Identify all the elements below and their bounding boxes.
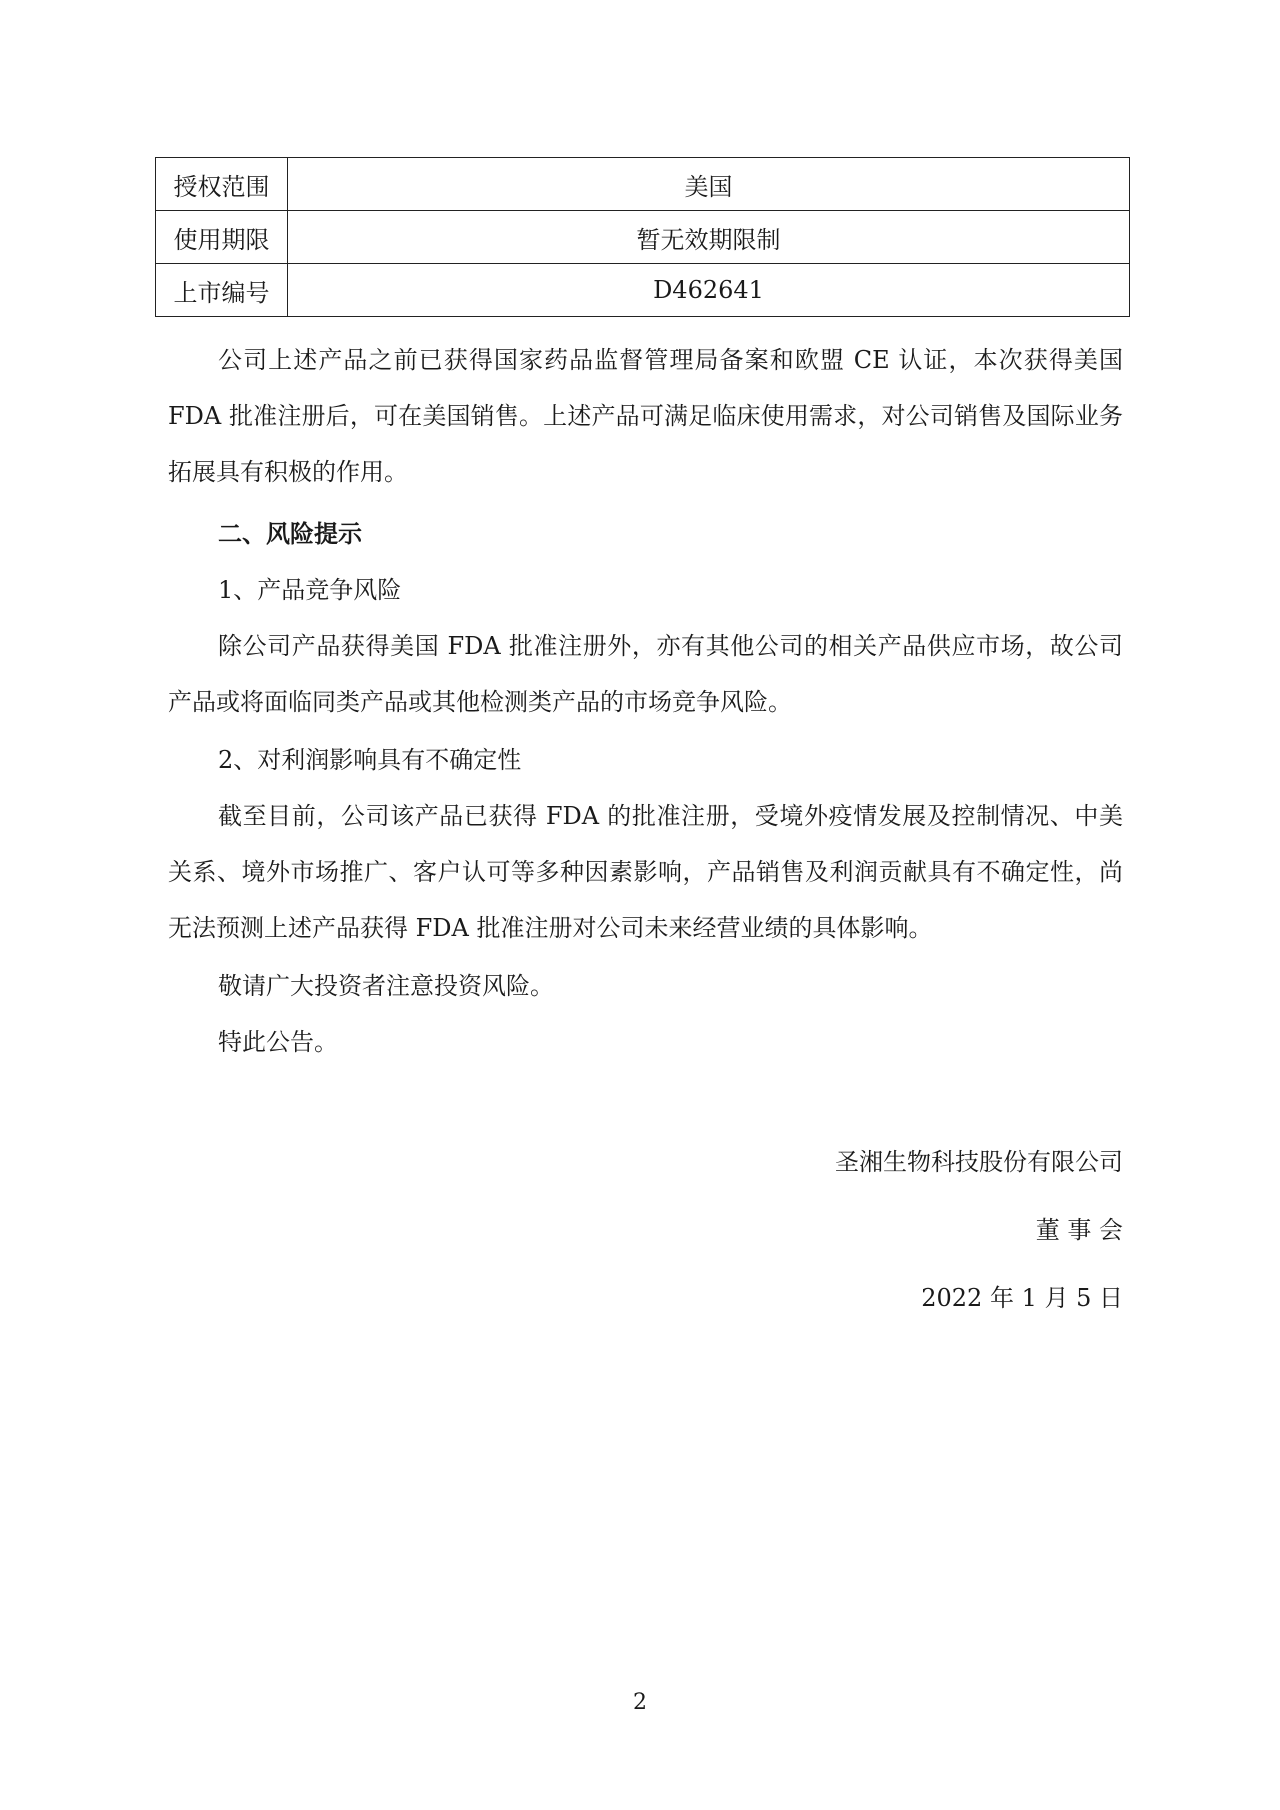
table-label-cell: 授权范围: [156, 158, 288, 211]
product-info-table: [155, 157, 1130, 317]
board-name: 董 事 会: [1035, 1216, 1123, 1244]
table-value-cell: D462641: [288, 264, 1130, 317]
table-label-cell: 使用期限: [156, 211, 288, 264]
table-row: [156, 211, 1130, 264]
table-value-cell: 美国: [288, 158, 1130, 211]
intro-paragraph: 公司上述产品之前已获得国家药品监督管理局备案和欧盟 CE 认证，本次获得美国 FDA 批准注册后，可在美国销售。上述产品可满足临床使用需求，对公司销售及国际业务拓展具有积极的作用。: [168, 346, 1123, 486]
table-value-cell: 暂无效期限制: [288, 211, 1130, 264]
risk2-heading: 2、对利润影响具有不确定性: [218, 746, 522, 774]
closing-text: 特此公告。: [218, 1028, 338, 1056]
risk1-paragraph: 除公司产品获得美国 FDA 批准注册外，亦有其他公司的相关产品供应市场，故公司产品或将面临同类产品或其他检测类产品的市场竞争风险。: [168, 632, 1123, 716]
risk1-heading: 1、产品竞争风险: [218, 576, 402, 604]
table-row: [156, 158, 1130, 211]
announcement-date: 2022 年 1 月 5 日: [921, 1284, 1123, 1312]
section-heading: 二、风险提示: [218, 519, 362, 548]
table-label-cell: 上市编号: [156, 264, 288, 317]
reminder-text: 敬请广大投资者注意投资风险。: [218, 972, 554, 1000]
risk2-paragraph: 截至目前，公司该产品已获得 FDA 的批准注册，受境外疫情发展及控制情况、中美关系、境外市场推广、客户认可等多种因素影响，产品销售及利润贡献具有不确定性，尚无法预测上述产品获得 FDA 批准注册对公司未来经营业绩的具体影响。: [168, 802, 1123, 942]
page-number: 2: [633, 1690, 647, 1715]
company-name: 圣湘生物科技股份有限公司: [835, 1148, 1123, 1176]
table-row: [156, 264, 1130, 317]
